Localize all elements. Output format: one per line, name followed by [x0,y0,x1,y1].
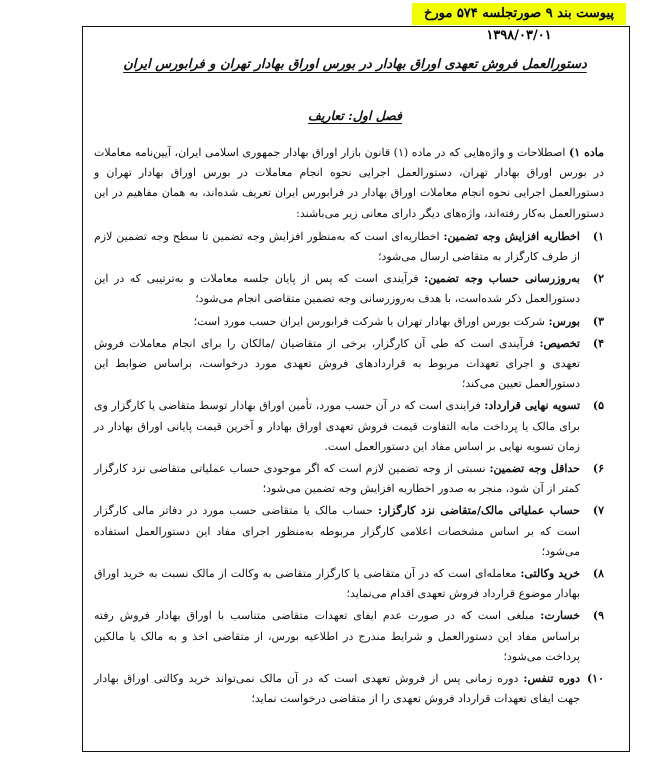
definition-text: معامله‌ای است که در آن متقاضی یا کارگزار متقاضی به وکالت از مالک نسبت به خرید اوراق بهادار موضوع قرارداد فروش تعهدی اقدام می‌نماید؛ [94,567,580,601]
definition-number: ۶) [592,462,604,476]
chapter-title: فصل اول: تعاریف [308,108,402,123]
definition-item [94,606,604,667]
definition-item [94,227,604,267]
definition-item [94,269,604,309]
definition-term: تخصیص: [539,336,580,350]
article-1-text: اصطلاحات و واژه‌هایی که در ماده (۱) قانون بازار اوراق بهادار جمهوری اسلامی ایران، آیین‌نامه معاملات در بورس اوراق بهادار تهران، دستورالعمل اجرایی نحوه انجام معاملات در بورس اوراق بهادار تهران و دستورالعمل اجرایی نحوه انجام معاملات اوراق بهادار در فرابورس ایران تعریف شده‌اند، به همان مفاهیم در این دستورالعمل به‌کار رفته‌اند، واژه‌های دیگر دارای معانی زیر می‌باشند: [94,146,604,220]
document-title: دستورالعمل فروش تعهدی اوراق بهادار در بورس اوراق بهادار تهران و فرابورس ایران [123,57,587,72]
definition-item [94,396,604,457]
definition-text: مبلغی است که در صورت عدم ایفای تعهدات متقاضی متناسب با اوراق بهادار فروش رفته براساس مفاد این دستورالعمل و شرایط مندرج در اطلاعیه بورس، از متقاضی اخذ و به مالک یا مالکین پرداخت می‌شود؛ [94,609,580,663]
definition-term: تسویه نهایی قرارداد: [484,399,581,413]
definition-item [94,459,604,499]
definition-term: بورس: [548,314,580,328]
definition-text: اخطاریه‌ای است که به‌منظور افزایش وجه تضمین تا سطح وجه تضمین لازم از طرف کارگزار به متقاضی ارسال می‌شود؛ [94,229,580,264]
definition-text: فرآیندی است که پس از پایان جلسه معاملات و به‌ترتیبی که در این دستورالعمل ذکر شده‌است، با هدف به‌روزرسانی وجه تضمین متقاضی انجام می‌شود؛ [94,272,580,306]
definition-term: حساب عملیاتی مالک/متقاضی نزد کارگزار: [377,504,580,518]
definition-term: به‌روزرسانی حساب وجه تضمین: [424,272,580,286]
definition-text: حساب مالک یا متقاضی حسب مورد در دفاتر مالی کارگزار است که بر اساس مشخصات اعلامی کارگزار مربوطه به‌منظور اجرای مفاد این دستورالعمل استفاده می‌شود؛ [94,504,580,558]
definition-item [94,312,604,332]
definition-term: اخطاریه افزایش وجه تضمین: [443,229,580,243]
definition-term: حداقل وجه تضمین: [489,462,580,476]
article-1 [94,143,604,224]
definition-number: ۴) [592,336,604,350]
definition-text: نسبتی از وجه تضمین لازم است که اگر موجودی حساب عملیاتی متقاضی نزد کارگزار کمتر از آن شود، منجر به صدور اخطاریه افزایش وجه تضمین می‌شود؛ [94,462,580,496]
definition-number: ۹) [592,609,604,623]
definition-text: فرایندی است که در آن حسب مورد، تأمین اوراق بهادار توسط متقاضی یا کارگزار وی برای مالک یا پرداخت مابه التفاوت قیمت فروش تعهدی اوراق بهادار و آخرین قیمت پایانی اوراق بهادار در زمان تسویه نهایی بر اساس مفاد این دستورالعمل است. [94,399,580,453]
definition-item [94,501,604,562]
definition-item [94,564,604,604]
definition-number: ۵) [592,399,604,413]
definition-term: دوره تنفس: [523,672,580,686]
definition-item [94,669,604,709]
definition-term: خسارت: [540,609,580,623]
definition-term: خرید وکالتی: [520,567,580,581]
definition-text: شرکت بورس اوراق بهادار تهران یا شرکت فرابورس ایران حسب مورد است؛ [193,314,549,328]
article-1-label: ماده ۱) [569,146,604,159]
definition-number: ۲) [592,272,604,286]
definition-number: ۱) [592,229,604,243]
attachment-badge: پیوست بند ۹ صورتجلسه ۵۷۴ مورخ ۱۳۹۸/۰۳/۰۱ [412,3,626,25]
definitions-list [94,227,604,710]
document-body [94,143,604,711]
definition-number: ۱۰) [586,672,604,686]
definition-text: دوره زمانی پس از فروش تعهدی است که در آن مالک نمی‌تواند خرید وکالتی اوراق بهادار جهت ایفای تعهدات قرارداد فروش تعهدی را از متقاضی درخواست نماید؛ [94,672,580,706]
definition-number: ۳) [592,314,604,328]
definition-number: ۷) [592,504,604,518]
definition-item [94,334,604,395]
definition-number: ۸) [592,567,604,581]
definition-text: فرآیندی است که طی آن کارگزار، برخی از متقاضیان /مالکان را برای انجام معاملات فروش تعهدی و اجرای تعهدات مربوط به قراردادهای فروش تعهدی مورد درخواست، براساس ضوابط این دستورالعمل تعیین می‌کند؛ [94,336,580,391]
